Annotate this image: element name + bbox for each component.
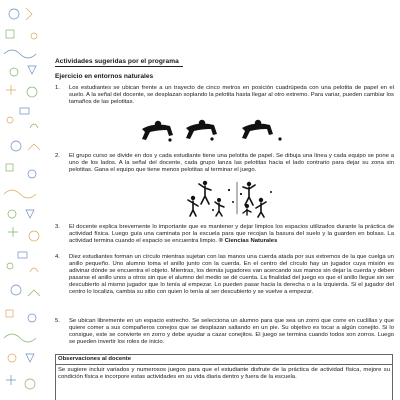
list-item-number: 2. (55, 153, 60, 159)
list-item-text: Se ubican libremente en un espacio estrecho. Se selecciona un alumno para que sea un zorro que corre en cuclillas y que quiere comer a sus compañeros conejos que se desplazan saltando en un pie. Su objetivo es tocar a algún conejito. Si lo consigue, este se convierte en zorro y debe ayudar a cazar conejitos. El juego se termina cuando todos son zorros. Luego se pueden invertir los roles de inicio. (69, 318, 394, 345)
list-item-number: 3. (55, 224, 60, 230)
children-throwing-illustration-icon (185, 178, 275, 218)
list-item-number: 4. (55, 254, 60, 260)
list-item-text: El grupo curso se divide en dos y cada estudiante tiene una pelotita de papel. Se dibuja una línea y cada equipo se pone a uno de los lados. A la señal del docente, cada grupo lanza las pelotitas hacia el lado contrario para dejar su zona sin pelotitas. Gana el equipo que tiene menos pelotitas al terminar el juego. (69, 153, 394, 173)
list-item-text: Los estudiantes se ubican frente a un trayecto de cinco metros en posición cuadrúpeda con una pelotita de papel en el suelo. A la señal del docente, se desplazan soplando la pelotita hasta llegar al otro extremo. Para variar, pueden cambiar los tamaños de las pelotitas. (69, 85, 394, 105)
teacher-notes-divider (55, 364, 393, 365)
section-heading: Actividades sugeridas por el programa (55, 58, 179, 65)
list-item-text: Diez estudiantes forman un círculo mientras sujetan con las manos una cuerda atada por sus extremos de la que cuelga un anillo pequeño. Uno alumno toma el anillo junto con la cuerda. En el centro del círculo hay un jugador cuya misión es adivinar dónde se encuentra el objeto. Mientras, los demás jugadores van acercando sus manos sin dejar la cuerda y deben pasarse el anillo unos a otros sin que el alumno del medio se dé cuenta. La finalidad del juego es que el anillo llegue sin ser descubierto al mismo jugador que lo tenía al empezar. Lo pueden pasar hacia la derecha o a la izquierda. Si el jugador del centro lo localiza, cambia su sitio con quien lo tenía al ser descubierto y se vuelve a empezar. (69, 254, 394, 295)
decorative-sidebar (0, 0, 48, 400)
list-item-number: 1. (55, 85, 60, 91)
list-item-text (69, 224, 394, 245)
list-item-number: 5. (55, 318, 60, 324)
cross-subject-label: ® Ciencias Naturales (218, 237, 278, 244)
sidebar-doodles-icon (0, 0, 48, 400)
teacher-notes-text: Se sugiere incluir variados y numerosos juegos para que el estudiante disfrute de la práctica de actividad física, mejore su condición física e incorpore estas actividades en su vida diaria dentro y fuera de la escuela. (58, 367, 390, 381)
subsection-heading: Ejercicio en entornos naturales (55, 73, 154, 80)
children-crawling-illustration-icon (140, 115, 300, 145)
teacher-notes-title: Observaciones al docente (58, 356, 132, 362)
list-item-text-body: El docente explica brevemente lo importante que es mantener y dejar limpios los espacios utilizados durante la práctica de actividad física. Luego guía una caminata por la escuela para que recojan la basura del suelo y la guarden en bolsas. La actividad termina cuando el espacio se encuentra limpio. (69, 224, 394, 244)
heading-underline (55, 66, 183, 67)
